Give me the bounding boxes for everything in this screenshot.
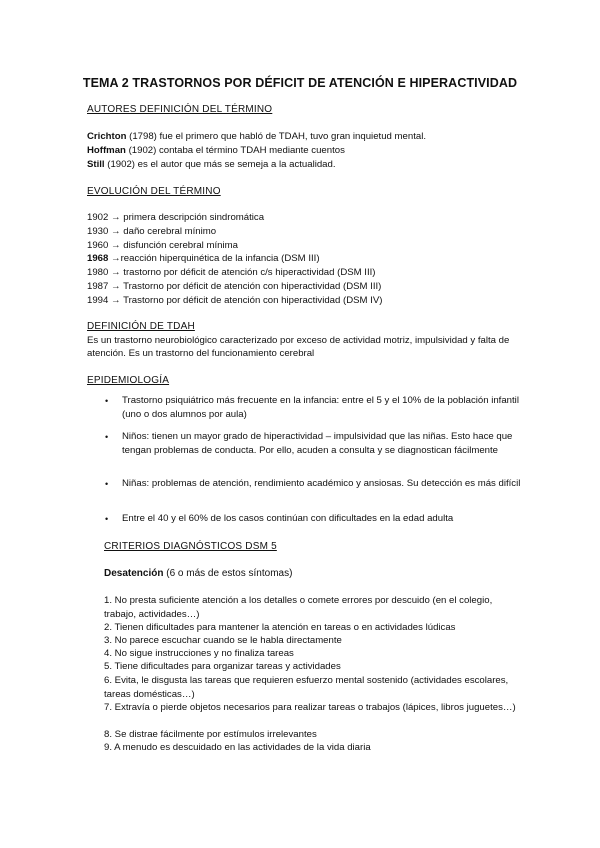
evolucion-text: disfunción cerebral mínima xyxy=(123,240,238,251)
autor-name: Hoffman xyxy=(87,145,126,156)
criterios-subheading xyxy=(104,568,292,579)
page-title: TEMA 2 TRASTORNOS POR DÉFICIT DE ATENCIÓN E HIPERACTIVIDAD xyxy=(82,76,518,90)
evolucion-text: trastorno por déficit de atención c/s hiperactividad (DSM III) xyxy=(123,267,376,278)
criterio-item: 5. Tiene dificultades para organizar tareas y actividades xyxy=(104,661,341,672)
definicion-text: Es un trastorno neurobiológico caracterizado por exceso de actividad motriz, impulsividad y falta de atención. Es un trastorno del funcionamiento cerebral xyxy=(87,335,510,359)
criterio-item: 3. No parece escuchar cuando se le habla directamente xyxy=(104,635,342,646)
section-heading-autores: AUTORES DEFINICIÓN DEL TÉRMINO xyxy=(87,104,273,115)
autor-line xyxy=(87,131,426,142)
evolucion-text: Trastorno por déficit de atención con hiperactividad (DSM IV) xyxy=(123,295,383,306)
subheading-bold: Desatención xyxy=(104,568,164,579)
evolucion-line xyxy=(87,212,264,223)
criterio-item: 8. Se distrae fácilmente por estímulos irrelevantes xyxy=(104,729,317,740)
evolucion-year: 1994 xyxy=(87,295,109,306)
criterio-item: 4. No sigue instrucciones y no finaliza tareas xyxy=(104,648,294,659)
section-heading-epidemiologia: EPIDEMIOLOGÍA xyxy=(87,375,170,386)
criterio-item: 9. A menudo es descuidado en las actividades de la vida diaria xyxy=(104,742,371,753)
autor-text: (1902) es el autor que más se semeja a la actualidad. xyxy=(104,159,336,170)
evolucion-line xyxy=(87,295,382,306)
list-item: Trastorno psiquiátrico más frecuente en la infancia: entre el 5 y el 10% de la población infantil (uno o dos alumnos por aula) xyxy=(122,395,519,420)
evolucion-year: 1968 xyxy=(87,253,109,264)
arrow-icon: → xyxy=(108,253,121,264)
criterio-item: 2. Tienen dificultades para mantener la atención en tareas o en actividades lúdicas xyxy=(104,622,456,633)
evolucion-text: Trastorno por déficit de atención con hiperactividad (DSM III) xyxy=(123,281,382,292)
autor-line xyxy=(87,159,336,170)
autor-text: (1798) fue el primero que habló de TDAH, tuvo gran inquietud mental. xyxy=(126,131,426,142)
list-item: Niños: tienen un mayor grado de hiperactividad – impulsividad que las niñas. Esto hace que tengan problemas de conducta. Por ello, acuden a consulta y se diagnostican fácilmente xyxy=(122,431,513,456)
section-heading-criterios: CRITERIOS DIAGNÓSTICOS DSM 5 xyxy=(104,541,277,552)
evolucion-year: 1930 xyxy=(87,226,109,237)
evolucion-year: 1987 xyxy=(87,281,109,292)
evolucion-line xyxy=(87,267,376,278)
arrow-icon: → xyxy=(108,295,124,306)
arrow-icon: → xyxy=(108,240,124,251)
bullet-icon: • xyxy=(105,479,109,489)
evolucion-text: reacción hiperquinética de la infancia (DSM III) xyxy=(120,253,320,264)
arrow-icon: → xyxy=(108,267,124,278)
autor-line xyxy=(87,145,345,156)
subheading-rest: (6 o más de estos síntomas) xyxy=(163,568,293,579)
arrow-icon: → xyxy=(108,226,124,237)
section-heading-evolucion: EVOLUCIÓN DEL TÉRMINO xyxy=(87,186,221,197)
arrow-icon: → xyxy=(108,212,124,223)
evolucion-year: 1960 xyxy=(87,240,109,251)
section-heading-definicion: DEFINICIÓN DE TDAH xyxy=(87,321,195,332)
autor-text: (1902) contaba el término TDAH mediante cuentos xyxy=(125,145,345,156)
autor-name: Crichton xyxy=(87,131,127,142)
criterio-item: 1. No presta suficiente atención a los detalles o comete errores por descuido (en el colegio, trabajo, actividades…) xyxy=(104,595,493,620)
evolucion-line xyxy=(87,281,381,292)
evolucion-text: daño cerebral mínimo xyxy=(123,226,217,237)
bullet-icon: • xyxy=(105,514,109,524)
criterio-item: 7. Extravía o pierde objetos necesarios para realizar tareas o trabajos (lápices, libros juguetes…) xyxy=(104,702,516,713)
evolucion-line xyxy=(87,240,238,251)
evolucion-year: 1902 xyxy=(87,212,109,223)
bullet-icon: • xyxy=(105,396,109,406)
evolucion-text: primera descripción sindromática xyxy=(123,212,265,223)
evolucion-year: 1980 xyxy=(87,267,109,278)
autor-name: Still xyxy=(87,159,105,170)
evolucion-line xyxy=(87,253,320,264)
criterio-item: 6. Evita, le disgusta las tareas que requieren esfuerzo mental sostenido (actividades escolares, tareas domésticas…) xyxy=(104,675,509,700)
evolucion-line xyxy=(87,226,216,237)
arrow-icon: → xyxy=(108,281,124,292)
list-item: Niñas: problemas de atención, rendimiento académico y ansiosas. Su detección es más difícil xyxy=(122,478,521,489)
list-item: Entre el 40 y el 60% de los casos continúan con dificultades en la edad adulta xyxy=(122,513,454,524)
bullet-icon: • xyxy=(105,432,109,442)
